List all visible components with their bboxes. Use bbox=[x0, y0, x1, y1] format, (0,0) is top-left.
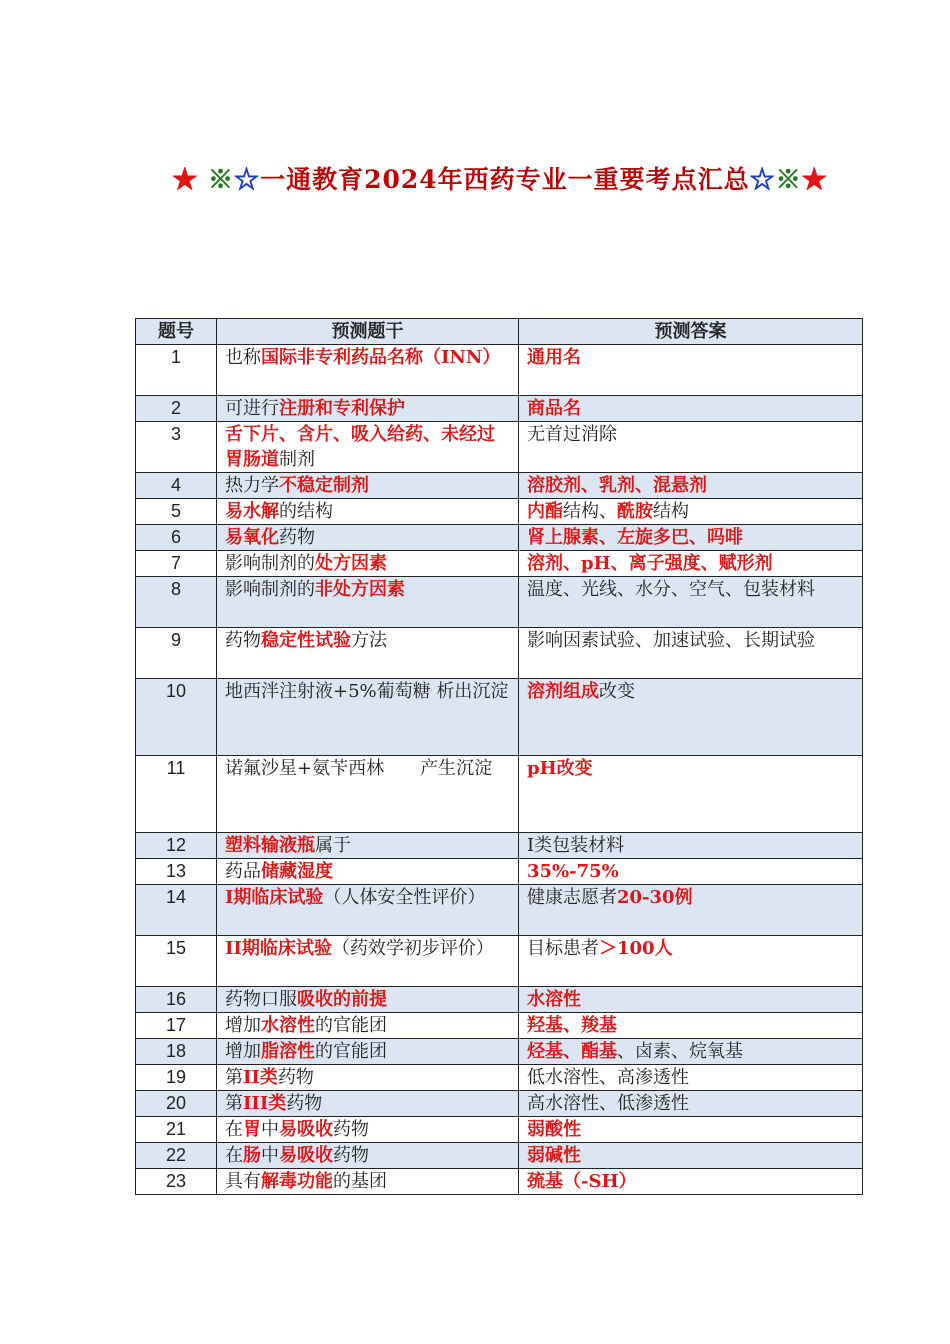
question-cell bbox=[217, 499, 519, 525]
question-cell bbox=[217, 859, 519, 885]
plain-text: 也称 bbox=[225, 347, 261, 368]
question-cell bbox=[217, 1013, 519, 1039]
highlight-text: 塑料输液瓶 bbox=[225, 835, 315, 856]
question-cell bbox=[217, 525, 519, 551]
plain-text: 中 bbox=[261, 1145, 279, 1166]
row-number: 22 bbox=[136, 1143, 217, 1169]
highlight-text: ＞100人 bbox=[599, 938, 673, 959]
highlight-text: 易吸收 bbox=[279, 1119, 333, 1140]
header-answer: 预测答案 bbox=[519, 319, 863, 345]
plain-text: 温度、光线、水分、空气、包装材料 bbox=[527, 579, 815, 600]
star-outline-icon: ☆ bbox=[234, 165, 261, 194]
answer-cell bbox=[519, 551, 863, 577]
plain-text: 药物 bbox=[333, 1119, 369, 1140]
question-cell bbox=[217, 1143, 519, 1169]
highlight-text: 肾上腺素、左旋多巴、吗啡 bbox=[527, 527, 743, 548]
row-number: 20 bbox=[136, 1091, 217, 1117]
answer-cell bbox=[519, 987, 863, 1013]
plain-text: I类包装材料 bbox=[527, 835, 625, 856]
row-number: 14 bbox=[136, 885, 217, 936]
row-number: 13 bbox=[136, 859, 217, 885]
highlight-text: 吸收的前提 bbox=[297, 989, 387, 1010]
plain-text: 制剂 bbox=[279, 449, 315, 470]
table-row bbox=[136, 628, 863, 679]
highlight-text: 弱酸性 bbox=[527, 1119, 581, 1140]
table-row bbox=[136, 1143, 863, 1169]
highlight-text: 溶胶剂、乳剂、混悬剂 bbox=[527, 475, 707, 496]
table-row bbox=[136, 396, 863, 422]
plain-text: 药物口服 bbox=[225, 989, 297, 1010]
answer-cell bbox=[519, 396, 863, 422]
table-row bbox=[136, 833, 863, 859]
plain-text: 药物 bbox=[333, 1145, 369, 1166]
question-cell bbox=[217, 396, 519, 422]
plain-text: 改变 bbox=[599, 681, 635, 702]
header-question: 预测题干 bbox=[217, 319, 519, 345]
table-row bbox=[136, 1065, 863, 1091]
highlight-text: 不稳定制剂 bbox=[279, 475, 369, 496]
plain-text: 第 bbox=[225, 1093, 243, 1114]
answer-cell bbox=[519, 833, 863, 859]
row-number: 8 bbox=[136, 577, 217, 628]
plain-text: （人体安全性评价） bbox=[323, 887, 486, 908]
plain-text: 第 bbox=[225, 1067, 243, 1088]
highlight-text: 溶剂、pH、离子强度、赋形剂 bbox=[527, 553, 773, 574]
answer-cell bbox=[519, 345, 863, 396]
row-number: 3 bbox=[136, 422, 217, 473]
answer-cell bbox=[519, 885, 863, 936]
plain-text: 药物 bbox=[279, 527, 315, 548]
question-cell bbox=[217, 833, 519, 859]
table-row bbox=[136, 1039, 863, 1065]
highlight-text: 非处方因素 bbox=[315, 579, 405, 600]
plain-text: 可进行 bbox=[225, 398, 279, 419]
answer-cell bbox=[519, 628, 863, 679]
highlight-text: III类 bbox=[243, 1093, 287, 1114]
question-cell bbox=[217, 345, 519, 396]
question-cell bbox=[217, 885, 519, 936]
answer-cell bbox=[519, 499, 863, 525]
plain-text: 热力学 bbox=[225, 475, 279, 496]
row-number: 12 bbox=[136, 833, 217, 859]
question-cell bbox=[217, 1169, 519, 1195]
answer-cell bbox=[519, 1117, 863, 1143]
question-cell bbox=[217, 628, 519, 679]
row-number: 16 bbox=[136, 987, 217, 1013]
question-cell bbox=[217, 473, 519, 499]
plain-text: 在 bbox=[225, 1145, 243, 1166]
answer-cell bbox=[519, 1091, 863, 1117]
table-row bbox=[136, 551, 863, 577]
plain-text: 目标患者 bbox=[527, 938, 599, 959]
row-number: 2 bbox=[136, 396, 217, 422]
row-number: 7 bbox=[136, 551, 217, 577]
highlight-text: 注册和专利保护 bbox=[279, 398, 405, 419]
question-cell bbox=[217, 577, 519, 628]
highlight-text: 脂溶性 bbox=[261, 1041, 315, 1062]
table-row bbox=[136, 525, 863, 551]
plain-text: 健康志愿者 bbox=[527, 887, 617, 908]
question-cell bbox=[217, 1117, 519, 1143]
answer-cell bbox=[519, 756, 863, 833]
plain-text: 无首过消除 bbox=[527, 424, 617, 445]
row-number: 17 bbox=[136, 1013, 217, 1039]
highlight-text: 烃基、酯基 bbox=[527, 1041, 617, 1062]
highlight-text: 35%-75% bbox=[527, 861, 619, 882]
plain-text: 影响制剂的 bbox=[225, 553, 315, 574]
star-filled-icon: ★ bbox=[172, 165, 199, 194]
highlight-text: I期临床试验 bbox=[225, 887, 324, 908]
row-number: 21 bbox=[136, 1117, 217, 1143]
answer-cell bbox=[519, 422, 863, 473]
highlight-text: 舌下片、含片、吸入给药、未经过胃肠道 bbox=[225, 424, 495, 470]
page-title bbox=[0, 160, 950, 196]
plain-text: 的基团 bbox=[333, 1171, 387, 1192]
plain-text: 增加 bbox=[225, 1041, 261, 1062]
question-cell bbox=[217, 1065, 519, 1091]
answer-cell bbox=[519, 1039, 863, 1065]
table-row bbox=[136, 499, 863, 525]
row-number: 11 bbox=[136, 756, 217, 833]
highlight-text: 易水解 bbox=[225, 501, 279, 522]
header-number: 题号 bbox=[136, 319, 217, 345]
question-cell bbox=[217, 1039, 519, 1065]
plain-text: （药效学初步评价） bbox=[331, 938, 494, 959]
table-row bbox=[136, 422, 863, 473]
table-row bbox=[136, 859, 863, 885]
plain-text: 的结构 bbox=[279, 501, 333, 522]
plain-text: 具有 bbox=[225, 1171, 261, 1192]
plain-text: 结构 bbox=[653, 501, 689, 522]
row-number: 15 bbox=[136, 936, 217, 987]
row-number: 6 bbox=[136, 525, 217, 551]
table-body bbox=[136, 345, 863, 1195]
highlight-text: 通用名 bbox=[527, 347, 581, 368]
highlight-text: 解毒功能 bbox=[261, 1171, 333, 1192]
page-title-text: 一通教育2024年西药专业一重要考点汇总 bbox=[260, 165, 750, 194]
highlight-text: 溶剂组成 bbox=[527, 681, 599, 702]
row-number: 1 bbox=[136, 345, 217, 396]
row-number: 10 bbox=[136, 679, 217, 756]
plain-text: 影响制剂的 bbox=[225, 579, 315, 600]
highlight-text: 内酯 bbox=[527, 501, 563, 522]
table-row bbox=[136, 936, 863, 987]
highlight-text: II类 bbox=[243, 1067, 278, 1088]
plain-text: 药物 bbox=[225, 630, 261, 651]
plain-text: 结构、 bbox=[563, 501, 617, 522]
highlight-text: 易吸收 bbox=[279, 1145, 333, 1166]
question-cell bbox=[217, 756, 519, 833]
question-cell bbox=[217, 936, 519, 987]
highlight-text: 巯基（-SH） bbox=[527, 1171, 637, 1192]
plain-text: 药品 bbox=[225, 861, 261, 882]
highlight-text: 储藏湿度 bbox=[261, 861, 333, 882]
highlight-text: 处方因素 bbox=[315, 553, 387, 574]
answer-cell bbox=[519, 1169, 863, 1195]
row-number: 5 bbox=[136, 499, 217, 525]
exam-points-table bbox=[135, 318, 863, 1195]
answer-cell bbox=[519, 679, 863, 756]
plain-text: 的官能团 bbox=[315, 1015, 387, 1036]
plain-text: 药物 bbox=[286, 1093, 323, 1114]
highlight-text: 国际非专利药品名称（INN） bbox=[261, 347, 501, 368]
answer-cell bbox=[519, 473, 863, 499]
table-row bbox=[136, 345, 863, 396]
plain-text: 诺氟沙星+氨苄西林 产生沉淀 bbox=[225, 758, 493, 779]
reference-mark-icon: ※ bbox=[775, 165, 802, 194]
question-cell bbox=[217, 1091, 519, 1117]
question-cell bbox=[217, 422, 519, 473]
table-header-row bbox=[136, 319, 863, 345]
plain-text: 药物 bbox=[277, 1067, 314, 1088]
answer-cell bbox=[519, 936, 863, 987]
highlight-text: 商品名 bbox=[527, 398, 581, 419]
table-row bbox=[136, 1169, 863, 1195]
plain-text: 影响因素试验、加速试验、长期试验 bbox=[527, 630, 815, 651]
table-row bbox=[136, 885, 863, 936]
answer-cell bbox=[519, 1013, 863, 1039]
plain-text: 的官能团 bbox=[315, 1041, 387, 1062]
answer-cell bbox=[519, 1065, 863, 1091]
highlight-text: 水溶性 bbox=[261, 1015, 315, 1036]
highlight-text: pH改变 bbox=[527, 758, 593, 779]
plain-text: 增加 bbox=[225, 1015, 261, 1036]
plain-text: 高水溶性、低渗透性 bbox=[527, 1093, 689, 1114]
highlight-text: 肠 bbox=[243, 1145, 261, 1166]
table-row bbox=[136, 756, 863, 833]
row-number: 9 bbox=[136, 628, 217, 679]
plain-text: 地西泮注射液+5%葡萄糖 析出沉淀 bbox=[225, 681, 509, 702]
star-filled-icon: ★ bbox=[801, 165, 828, 194]
highlight-text: 20-30例 bbox=[617, 887, 693, 908]
table-row bbox=[136, 1117, 863, 1143]
plain-text: 在 bbox=[225, 1119, 243, 1140]
answer-cell bbox=[519, 859, 863, 885]
question-cell bbox=[217, 987, 519, 1013]
plain-text: 低水溶性、高渗透性 bbox=[527, 1067, 689, 1088]
question-cell bbox=[217, 679, 519, 756]
row-number: 4 bbox=[136, 473, 217, 499]
table-row bbox=[136, 577, 863, 628]
plain-text: 方法 bbox=[351, 630, 387, 651]
plain-text: 属于 bbox=[315, 835, 351, 856]
highlight-text: II期临床试验 bbox=[225, 938, 332, 959]
highlight-text: 酰胺 bbox=[617, 501, 653, 522]
answer-cell bbox=[519, 525, 863, 551]
row-number: 23 bbox=[136, 1169, 217, 1195]
star-outline-icon: ☆ bbox=[749, 165, 776, 194]
table-row bbox=[136, 473, 863, 499]
table-row bbox=[136, 987, 863, 1013]
reference-mark-icon: ※ bbox=[208, 165, 235, 194]
highlight-text: 稳定性试验 bbox=[261, 630, 351, 651]
highlight-text: 胃 bbox=[243, 1119, 261, 1140]
highlight-text: 易氧化 bbox=[225, 527, 279, 548]
highlight-text: 弱碱性 bbox=[527, 1145, 581, 1166]
highlight-text: 羟基、羧基 bbox=[527, 1015, 617, 1036]
table-row bbox=[136, 1091, 863, 1117]
table-row bbox=[136, 679, 863, 756]
question-cell bbox=[217, 551, 519, 577]
table-row bbox=[136, 1013, 863, 1039]
answer-cell bbox=[519, 1143, 863, 1169]
row-number: 19 bbox=[136, 1065, 217, 1091]
plain-text: 中 bbox=[261, 1119, 279, 1140]
highlight-text: 水溶性 bbox=[527, 989, 581, 1010]
plain-text: 、卤素、烷氧基 bbox=[617, 1041, 743, 1062]
row-number: 18 bbox=[136, 1039, 217, 1065]
answer-cell bbox=[519, 577, 863, 628]
